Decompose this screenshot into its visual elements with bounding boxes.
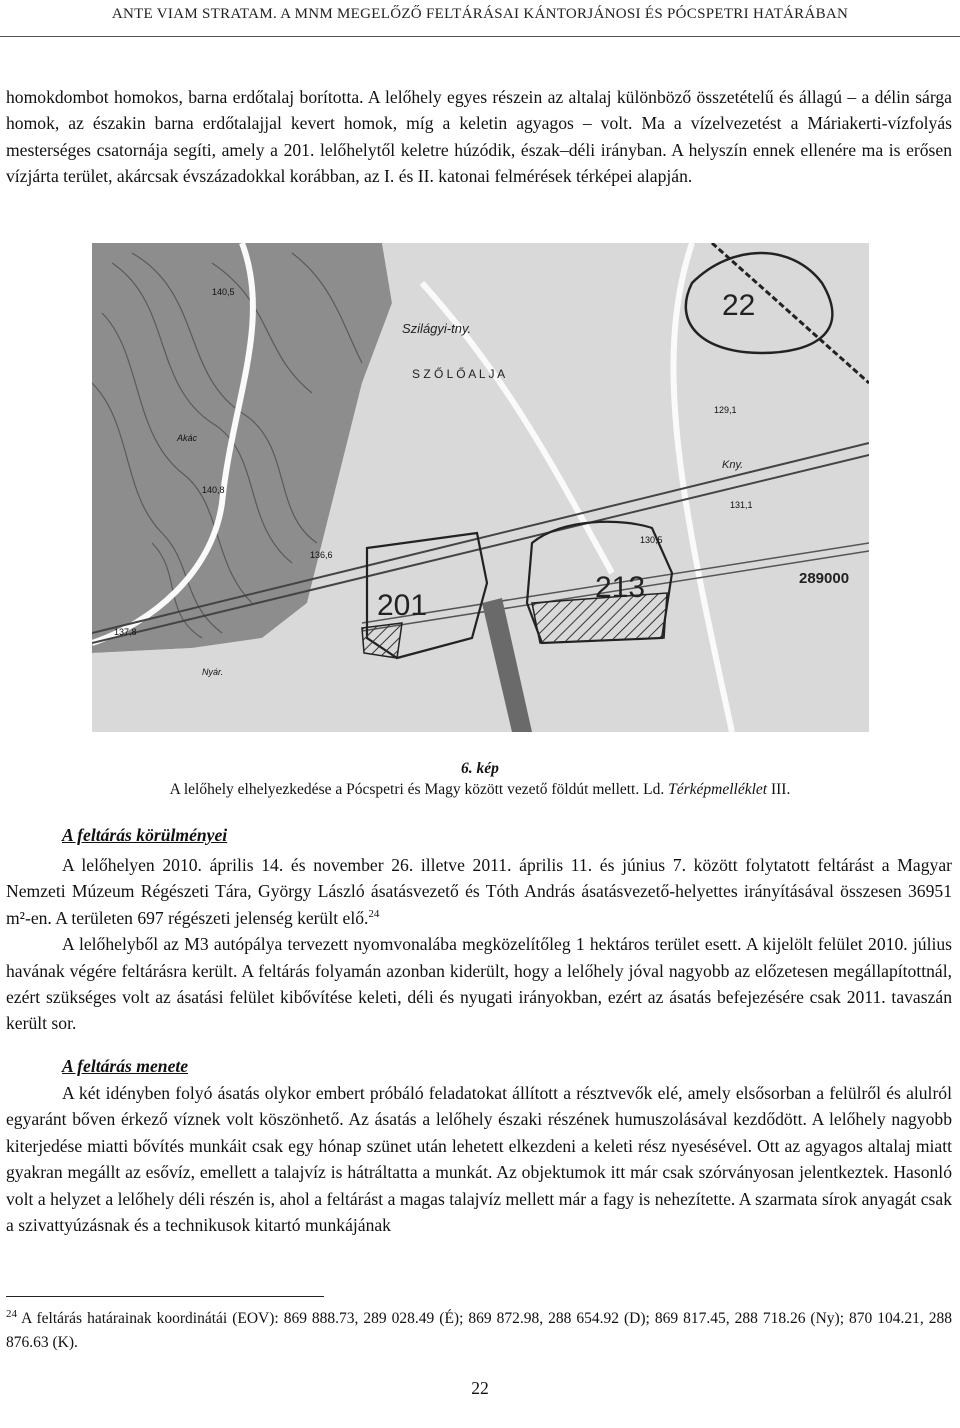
footnote-number: 24 [6,1307,17,1320]
label-area: S Z Ő L Ő A L J A [412,367,506,381]
label-place: Szilágyi-tny. [402,321,472,336]
label-h5: 129,1 [714,405,737,415]
footnote-ref[interactable]: 24 [368,907,380,920]
site-location-map [92,243,869,732]
paragraph-circumstances-text: A lelőhelyen 2010. április 14. és november 26. illetve 2011. április 11. és június 7. között folytatott feltárást a Magyar Nemzeti Múzeum Régészeti Tára, György László ásatásvezető és Tóth András ásatásvezető-helyettes irányításával összesen 36951 m²-en. A területen 697 régészeti jelenség került elő. [6,855,952,928]
caption-italic: Térképmelléklet [668,781,768,798]
footnote [6,1307,952,1355]
label-kny: Kny. [722,459,744,471]
label-site-201: 201 [377,589,428,622]
label-h1: 140,5 [212,287,235,297]
label-h4: 137,8 [114,627,137,637]
label-site-213: 213 [595,571,646,604]
page-number: 22 [471,1378,489,1398]
section-title-process: A feltárás menete [62,1056,189,1076]
label-site-22: 22 [722,289,756,322]
footnote-rule [6,1296,324,1297]
map-graphic [92,243,869,732]
label-h7: 130,5 [640,535,663,545]
paragraph-process: A két idényben folyó ásatás olykor embert próbáló feladatokat állított a résztvevők elé, amely elsősorban a felülről és alulról egyaránt bőven érkező víznek volt köszönhető. Az ásatás a lelőhely északi részének humuszolásával kezdődött. A lelőhely nagyobb kiterjedése miatti bővítés munkáit csak egy hónap szünet után lehetett elkezdeni a keleti rész nyesésével. Ott az agyagos altalaj miatt gyakran megállt az esővíz, emellett a talajvíz is hátráltatta a munkát. Az objektumok itt már csak szórványosan jelentkeztek. Hasonló volt a helyzet a lelőhely déli részén is, ahol a feltárást a magas talajvíz mellett már a fagy is nehezítette. A szarmata sírok anyagát csak a szivattyúzásnak és a technikusok kitartó munkájának [6,1083,952,1236]
section-title-circumstances: A feltárás körülményei [62,825,228,845]
paragraph-circumstances-cont: A lelőhelyből az M3 autópálya tervezett nyomvonalába megközelítőleg 1 hektáros terület esett. A kijelölt felület 2010. július havának végére feltárásra került. A feltárás folyamán azonban kiderült, hogy a lelőhely jóval nagyobb az előzetesen megállapítottnál, ezért szükséges volt az ásatási felület kibővítése keleti, déli és nyugati irányokban, ezért az ásatás befejezésére csak 2011. tavaszán került sor. [6,934,952,1034]
label-h9: Akác [177,433,198,443]
label-h8: Nyár. [202,667,224,677]
label-h2: 140,8 [202,485,225,495]
label-coord: 289000 [799,570,850,587]
paragraph-intro: homokdombot homokos, barna erdőtalaj borította. A lelőhely egyes részein az altalaj különböző összetételű és állagú – a délin sárga homok, az északin barna erdőtalajjal kevert homok, míg a keletin agyagos – volt. Ma a vízelvezetést a Máriakerti-vízfolyás mesterséges csatornája segíti, amely a 201. lelőhelytől keletre húzódik, észak–déli irányban. A helyszín ennek ellenére ma is erősen vízjárta terület, akárcsak évszázadokkal korábban, az I. és II. katonai felmérések térképei alapján. [6,87,952,187]
header-rule [0,36,960,37]
figure-number: 6. kép [461,760,499,777]
figure-caption [0,781,960,799]
running-header: ANTE VIAM STRATAM. A MNM MEGELŐZŐ FELTÁRÁSAI KÁNTORJÁNOSI ÉS PÓCSPETRI HATÁRÁBAN [111,6,849,22]
site-201-hatched [362,623,402,658]
label-h6: 131,1 [730,500,753,510]
paragraph-circumstances [6,852,952,1037]
caption-main: A lelőhely elhelyezkedése a Pócspetri és Magy között vezető földút mellett. Ld. [169,781,669,798]
caption-end: III. [767,781,791,798]
label-h3: 136,6 [310,550,333,560]
footnote-text: A feltárás határainak koordinátái (EOV): 869 888.73, 289 028.49 (É); 869 872.98, 288 654.92 (D); 869 817.45, 288 718.26 (Ny); 870 104.21, 288 876.63 (K). [6,1310,952,1351]
